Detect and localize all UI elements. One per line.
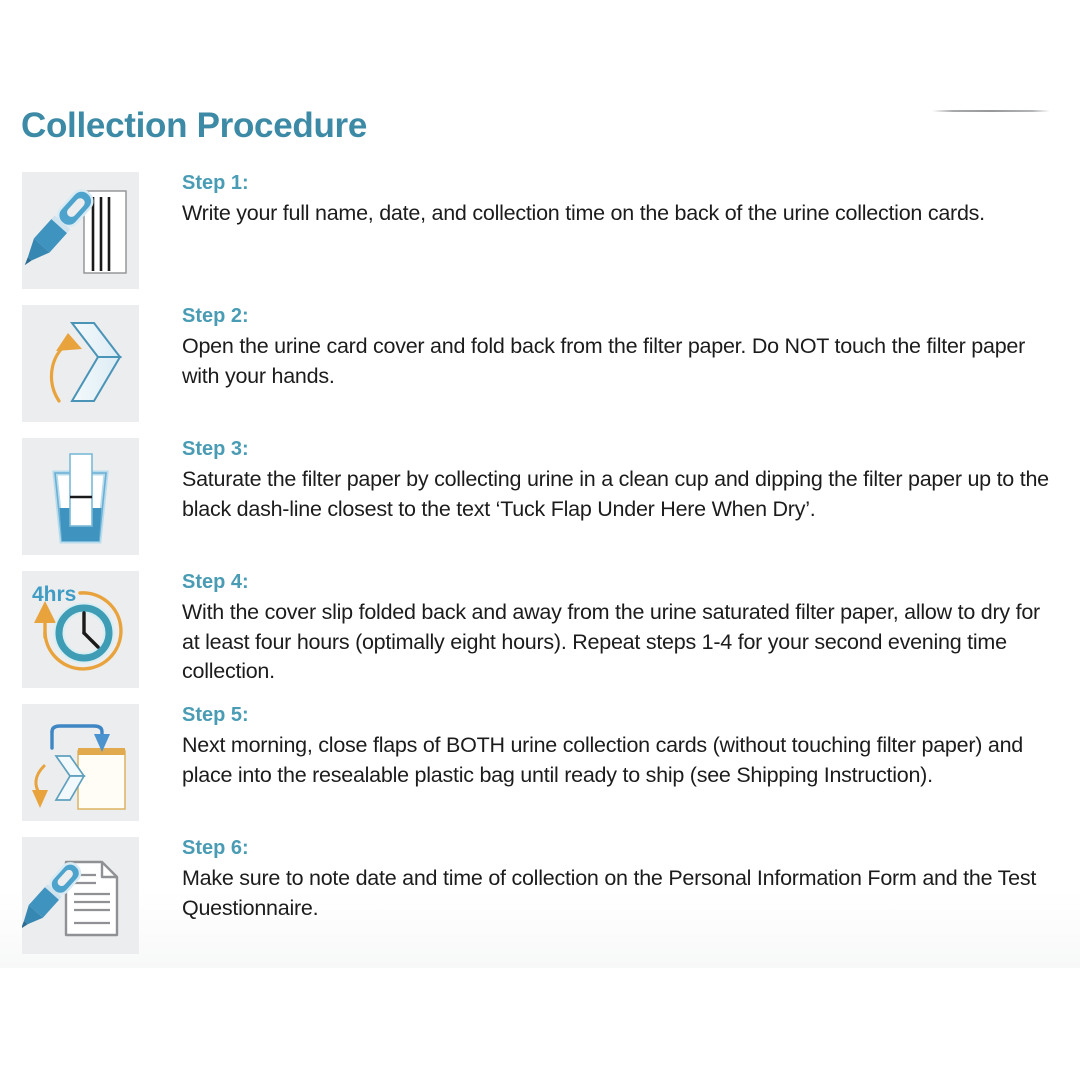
- step-text-block: [182, 704, 1080, 790]
- step-label: Step 2:: [182, 305, 249, 327]
- step-description: With the cover slip folded back and away from the urine saturated filter paper, allow to dry for at least four hours (optimally eight hours). Repeat steps 1-4 for your second evening time collection.: [182, 600, 1040, 683]
- close-flap-into-bag-icon: [22, 704, 139, 821]
- step-label: Step 5:: [182, 704, 249, 726]
- step-text-block: [182, 305, 1080, 391]
- pen-and-document-icon: [22, 837, 139, 954]
- step-item: [0, 438, 1080, 555]
- top-right-divider: [932, 110, 1050, 112]
- icon-caption-4hrs: 4hrs: [32, 583, 77, 606]
- step-item: [0, 704, 1080, 821]
- step-description: Open the urine card cover and fold back from the filter paper. Do NOT touch the filter paper with your hands.: [182, 334, 1026, 388]
- page-title: Collection Procedure: [21, 106, 368, 145]
- step-label: Step 3:: [182, 438, 249, 460]
- step-description: Saturate the filter paper by collecting urine in a clean cup and dipping the filter paper up to the black dash-line closest to the text ‘Tuck Flap Under Here When Dry’.: [182, 467, 1049, 521]
- step-description: Write your full name, date, and collection time on the back of the urine collection cards.: [182, 201, 985, 225]
- step-label: Step 6:: [182, 837, 249, 859]
- step-description: Make sure to note date and time of collection on the Personal Information Form and the Test Questionnaire.: [182, 866, 1037, 920]
- step-text-block: [182, 837, 1080, 923]
- step-label: Step 4:: [182, 571, 249, 593]
- step-item: [0, 172, 1080, 289]
- steps-list: [0, 172, 1080, 954]
- step-item: [0, 837, 1080, 954]
- step-text-block: [182, 172, 1080, 229]
- step-label: Step 1:: [182, 172, 249, 194]
- step-description: Next morning, close flaps of BOTH urine collection cards (without touching filter paper) and place into the resealable plastic bag until ready to ship (see Shipping Instruction).: [182, 733, 1023, 787]
- step-text-block: [182, 571, 1080, 687]
- step-item: [0, 571, 1080, 688]
- step-item: [0, 305, 1080, 422]
- clock-four-hours-icon: [22, 571, 139, 688]
- folding-card-cover-open-icon: [22, 305, 139, 422]
- step-text-block: [182, 438, 1080, 524]
- pen-writing-on-card-icon: [22, 172, 139, 289]
- cup-with-dipping-strip-icon: [22, 438, 139, 555]
